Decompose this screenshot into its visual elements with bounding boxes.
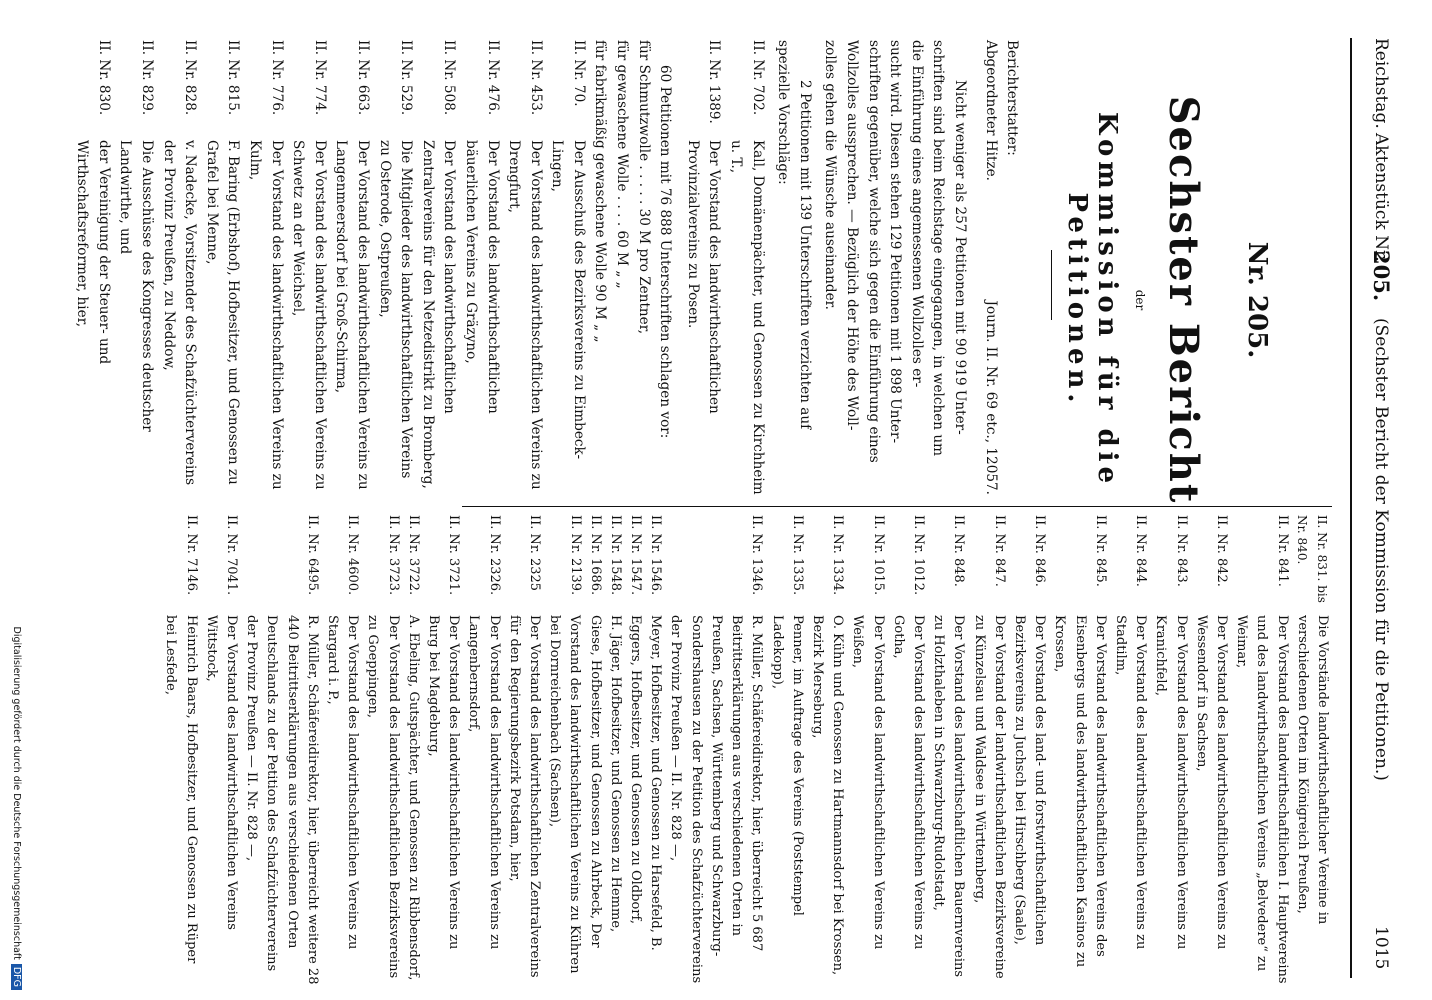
reporter-label: Berichterstatter: — [1004, 40, 1020, 156]
header-rule — [1350, 38, 1352, 978]
petition-number: II. Nr. 3722. — [405, 515, 421, 596]
petition-entry — [625, 515, 665, 985]
left-column — [71, 40, 1022, 495]
petition-text: Der Vorstand des landwirthschaftlichen Vereins zu Kranichfeld, — [1153, 615, 1189, 950]
petition-text: R. Müller, Schäfereidirektor, hier, überreicht 5 687 Beitrittserklärungen aus verschiedenen Orten in Preußen, Sachsen, Württemberg und Schwarzburg-Sondershausen zu der Petition des Schafzüchtervereins der Provinz Preußen — II. Nr. 828 —, — [668, 615, 765, 984]
petition-text: Der Vorstand des landwirthschaftlichen Vereins zu Wessendorf in Sachsen, — [1193, 615, 1229, 950]
header-subject: (Sechster Bericht der Kommission für die Petitionen.) — [1371, 318, 1391, 781]
petition-number: II. Nr. 1334. — [830, 515, 846, 596]
petition-number: II. Nr. 776. — [268, 40, 285, 116]
petition-entry — [968, 515, 1008, 985]
petition-text: der Vereinigung der Steuer- und Wirthschaftsreformer, hier, — [74, 140, 112, 365]
petition-text: R. Müller, Schäfereidirektor, hier, überreicht weitere 28 440 Beitrittserklärungen aus verschiedenen Orten Deutschlands zu der Petition des Schafzüchtervereins der Provinz Preußen — II. Nr. 828 —, — [244, 615, 320, 985]
petition-text: Der Vorstand der landwirthschaftlichen Bezirksvereine zu Künzelsau und Waldsee in Württemberg, — [971, 615, 1007, 979]
petition-number: II. Nr. 831. bis Nr. 840. — [1294, 515, 1329, 603]
petition-entry — [330, 40, 373, 495]
petition-entry — [504, 515, 544, 985]
petition-entry — [1231, 515, 1292, 985]
petition-text: Der Vorstand des landwirthschaftlichen Vereins zu Stadtilm, — [1112, 615, 1149, 950]
petition-entry — [201, 515, 241, 985]
petition-text: Der Vorstand des landwirthschaftlichen Vereins zu Weißen, — [850, 615, 886, 950]
petition-entry — [928, 515, 968, 985]
petition-text: Der Vorstand des landwirthschaftlichen Vereins Wittstock, — [203, 615, 240, 930]
petition-entry — [681, 40, 724, 495]
petition-text: O. Kühn und Genossen zu Hartmannsdorf bei Krossen, Bezirk Merseburg, — [809, 615, 846, 976]
petition-text: Penner, im Auftrage des Vereins (Poststempel Ladekopp), — [769, 615, 805, 916]
petition-entry — [463, 515, 503, 985]
proposal-line: für gewaschene Wolle . . . . 60 M „ „ — [614, 40, 631, 289]
petition-text: Giese, Hofbesitzer, und Genossen zu Ahrbeck, Der Vorstand des landwirthschaftlichen Vereins zu Kühren bei Dornreichenbach (Sachsen), — [547, 615, 603, 974]
petition-entry — [1049, 515, 1110, 985]
proposal-block — [589, 40, 675, 495]
right-column — [160, 515, 1332, 985]
proposal-line: für Schmutzwolle . . . . . 30 M pro Zentner, — [635, 40, 652, 335]
petition-entry — [503, 40, 546, 495]
petition-number: II. Nr. 2325 — [527, 515, 543, 592]
intro-line: zolles gehen die Wünsche auseinander. — [822, 40, 839, 310]
petition-number: II. Nr. 3721. — [446, 515, 462, 596]
petition-entry — [546, 40, 589, 495]
title-rule — [1051, 250, 1052, 320]
petition-number: II. Nr. 1548. — [607, 515, 623, 596]
petition-number: II. Nr. 3723. — [385, 515, 401, 596]
petition-entry — [888, 515, 928, 985]
intro-paragraph — [772, 40, 970, 495]
petition-text: Der Vorstand des landwirthschaftlichen Vereins zu Schwetz an der Weichsel, — [290, 140, 328, 490]
petition-entry — [605, 515, 625, 985]
petition-text: Der Vorstand des land- und forstwirthschaftlichen Bezirksvereins zu Juchsch bei Hirschberg (Saale), — [1011, 615, 1048, 946]
petition-entry — [1110, 515, 1150, 985]
petition-entry — [1191, 515, 1231, 985]
petition-text: Der Vorstand des landwirthschaftlichen Vereins zu Langenbernsdorf, — [466, 615, 502, 950]
petition-entry — [724, 40, 767, 495]
petition-text: A. Ebeling, Gutspächter, und Genossen zu Ribbensdorf, — [405, 615, 421, 981]
petition-number: II. Nr. 6495. — [304, 515, 320, 596]
petition-entry — [423, 515, 463, 985]
petition-number: II. Nr. 702. — [749, 40, 766, 116]
petition-text: H. Jäger, Hofbesitzer, und Genossen zu Hemme, — [607, 615, 623, 933]
petition-number: II. Nr. 774. — [311, 40, 328, 116]
petition-number: II. Nr. 828. — [182, 40, 199, 116]
petition-text: Die Mitglieder des landwirthschaftlichen Vereins zu Osterode, Ostpreußen, — [376, 140, 415, 479]
petition-text: Der Vorstand des landwirthschaftlichen Vereins zu Stargard i. P., — [325, 615, 361, 950]
intro-line: Wollzolles aussprechen. — Bezüglich der Höhe des Woll- — [844, 40, 861, 431]
petition-entry — [287, 40, 330, 495]
petition-text: Der Vorstand des landwirthschaftlichen I. Hauptvereins und des landwirthschaftlichen Vereins „Belvedere“ zu Weimar, — [1234, 615, 1290, 984]
petition-entry — [322, 515, 362, 985]
petition-entry — [665, 515, 766, 985]
petition-number: II. Nr. 2326. — [486, 515, 502, 596]
petition-number: II. Nr. 1686. — [587, 515, 603, 596]
petition-entry — [1150, 515, 1190, 985]
petition-number: II. Nr. 2139. — [567, 515, 583, 596]
petition-text: Der Vorstand des landwirthschaftlichen bäuerlichen Vereins zu Gräzyno, — [462, 140, 501, 414]
petition-number: II. Nr. 1015. — [870, 515, 886, 596]
petition-number: II. Nr. 844. — [1133, 515, 1149, 587]
intro-line: schriften gegenüber, welche sich gegen die Einführung eines — [865, 40, 882, 463]
petition-entry — [243, 40, 286, 495]
petition-number: II. Nr. 1335. — [789, 515, 805, 596]
intro-line: die Einführung eines angemessenen Wollzolles er- — [908, 40, 925, 388]
report-title: Sechster Bericht — [1160, 95, 1207, 505]
petition-text: Die Ausschüsse des Kongresses deutscher Landwirthe, und — [117, 140, 156, 432]
journal-ref: Journ. II. Nr. 69 etc., 12057. — [983, 300, 999, 495]
proposal-line: für fabrikmäßig gewaschene Wolle 90 M „ „ — [592, 40, 609, 343]
petition-entry — [1009, 515, 1049, 985]
petition-text: v. Nadecke, Vorsitzender des Schafzüchtervereins der Provinz Preußen, zu Neddow, — [160, 140, 199, 486]
petition-text: Der Vorstand des landwirthschaftlichen Vereins zu Drengfurt, — [506, 140, 544, 490]
petition-number: II. Nr. 1012. — [910, 515, 926, 596]
petition-number: II. Nr. 815. — [225, 40, 242, 116]
petition-entry — [766, 515, 806, 985]
report-number: Nr. 205. — [1242, 241, 1272, 359]
report-der: der — [1133, 289, 1147, 311]
digitization-text: Digitalisierung gefördert durch die Deutsche Forschungsgemeinschaft — [11, 626, 22, 960]
petition-entry — [71, 40, 114, 495]
entries-group-b — [71, 40, 589, 495]
petition-number: II. Nr. 1389. — [706, 40, 723, 124]
petition-number: II. Nr. 846. — [1032, 515, 1048, 587]
page-number: 1015 — [1371, 926, 1391, 970]
petition-number: II. Nr. 1346. — [749, 515, 765, 596]
petition-text: Der Vorstand des landwirthschaftlichen Vereins des Eisenbergs und des landwirthschaftlichen Kasinos zu Krossen, — [1052, 615, 1108, 968]
petition-number: II. Nr. 1546. — [648, 515, 664, 596]
petition-text: F. Baring (Erbshof), Hofbesitzer, und Genossen zu Grafel bei Menne, — [203, 140, 242, 485]
petition-number: II. Nr. 848. — [951, 515, 967, 587]
petition-entry — [1292, 515, 1332, 985]
petition-entry — [241, 515, 322, 985]
petition-number: II. Nr. 829. — [139, 40, 156, 116]
intro-line: spezielle Vorschläge: — [775, 40, 792, 185]
petition-text: Die Vorstände landwirthschaftlicher Vereine in verschiedenen Orten im Königreich Preußen, — [1294, 615, 1330, 925]
petition-entry — [200, 40, 243, 495]
entries-group-a — [681, 40, 767, 495]
petition-entry — [362, 515, 402, 985]
report-commission: Kommission für die Petitionen. — [1062, 111, 1122, 489]
reporter-block — [978, 40, 1022, 495]
running-header — [1357, 38, 1397, 978]
petition-entry — [847, 515, 887, 985]
petition-text: Der Vorstand des landwirthschaftlichen Vereins zu Burg bei Magdeburg, — [426, 615, 462, 950]
petition-number: II. Nr. 847. — [991, 515, 1007, 587]
reporter-name: Abgeordneter Hitze. — [983, 40, 999, 181]
header-aktenstueck: Aktenstück Nr. — [1371, 133, 1391, 262]
column-divider — [462, 506, 1332, 507]
petition-entry — [544, 515, 605, 985]
petition-text: Der Vorstand des landwirthschaftlichen Zentralvereins für den Regierungsbezirk Potsdam, hier, — [506, 615, 543, 978]
petition-entry — [114, 40, 157, 495]
petition-number: II. Nr. 845. — [1092, 515, 1108, 587]
petition-number: II. Nr. 476. — [484, 40, 501, 116]
petition-text: Der Vorstand des landwirthschaftlichen Zentralvereins für den Netzedistrikt zu Bromberg, — [419, 140, 458, 489]
petition-number: II. Nr. 4600. — [345, 515, 361, 596]
petition-entry — [807, 515, 847, 985]
intro-line: Nicht weniger als 257 Petitionen mit 90 919 Unter- — [952, 80, 968, 435]
petition-number: II. Nr. 843. — [1173, 515, 1189, 587]
petition-text: Der Ausschuß des Bezirksvereins zu Eimbeck-Lingen, — [549, 140, 587, 460]
petition-number: II. Nr. 1547. — [628, 515, 644, 596]
petition-text: Der Vorstand des landwirthschaftlichen Vereins zu Gotha, — [890, 615, 926, 950]
intro-line: sucht wird. Diesen stehen 129 Petitionen mit 1 898 Unter- — [887, 40, 904, 444]
petition-text: Kall, Domänenpächter, und Genossen zu Kirchheim u. T., — [728, 140, 766, 495]
petition-entry — [157, 40, 200, 495]
petition-number: II. Nr. 453. — [527, 40, 544, 116]
proposal-line: 60 Petitionen mit 76 888 Unterschriften schlagen vor: — [657, 65, 674, 439]
petition-text: Der Vorstand des landwirthschaftlichen Provinzialvereins zu Posen. — [684, 140, 723, 414]
intro-line: schriften sind beim Reichstage eingegangen, in welchen um — [930, 40, 947, 457]
petition-text: Der Vorstand des landwirthschaftlichen Vereins zu Langenmeersdorf bei Groß-Schirma, — [333, 140, 371, 490]
dfg-logo: DFG — [11, 964, 22, 990]
header-left: Reichstag. — [1371, 38, 1391, 129]
petition-entry — [459, 40, 502, 495]
digitization-notice — [11, 10, 22, 990]
petition-number: II. Nr. 830. — [95, 40, 112, 116]
petition-text: Heinrich Baars, Hofbesitzer, und Genossen zu Rüper bei Lesfede, — [163, 615, 199, 964]
petition-entry — [373, 40, 416, 495]
petition-number: II. Nr. 841. — [1274, 515, 1290, 587]
intro-line: 2 Petitionen mit 139 Unterschriften verzichten auf — [796, 80, 813, 430]
petition-text: Meyer, Hofbesitzer, und Genossen zu Harsefeld, B. Eggers, Hofbesitzer, und Genossen zu Oldborf, — [628, 615, 664, 951]
petition-number: II. Nr. 7041. — [224, 515, 240, 596]
petition-number: II. Nr. 7146. — [183, 515, 199, 596]
petition-number: II. Nr. 508. — [441, 40, 458, 116]
petition-entry — [416, 40, 459, 495]
petition-entry — [160, 515, 200, 985]
petition-number: II. Nr. 842. — [1213, 515, 1229, 587]
petition-number: II. Nr. 663. — [354, 40, 371, 116]
petition-number: II. Nr. 70. — [570, 40, 587, 107]
petition-number: II. Nr. 529. — [398, 40, 415, 116]
header-nr: 205. — [1369, 250, 1394, 302]
petition-text: Der Vorstand des landwirthschaftlichen Bezirksvereins zu Goeppingen, — [365, 615, 401, 979]
petition-text: Der Vorstand des landwirthschaftlichen Vereins zu Kulm, — [247, 140, 285, 490]
petition-text: Der Vorstand des landwirthschaftlichen Bauernvereins zu Holzthaleben in Schwarzburg-Rudolstadt, — [931, 615, 967, 978]
petition-entry — [403, 515, 423, 985]
